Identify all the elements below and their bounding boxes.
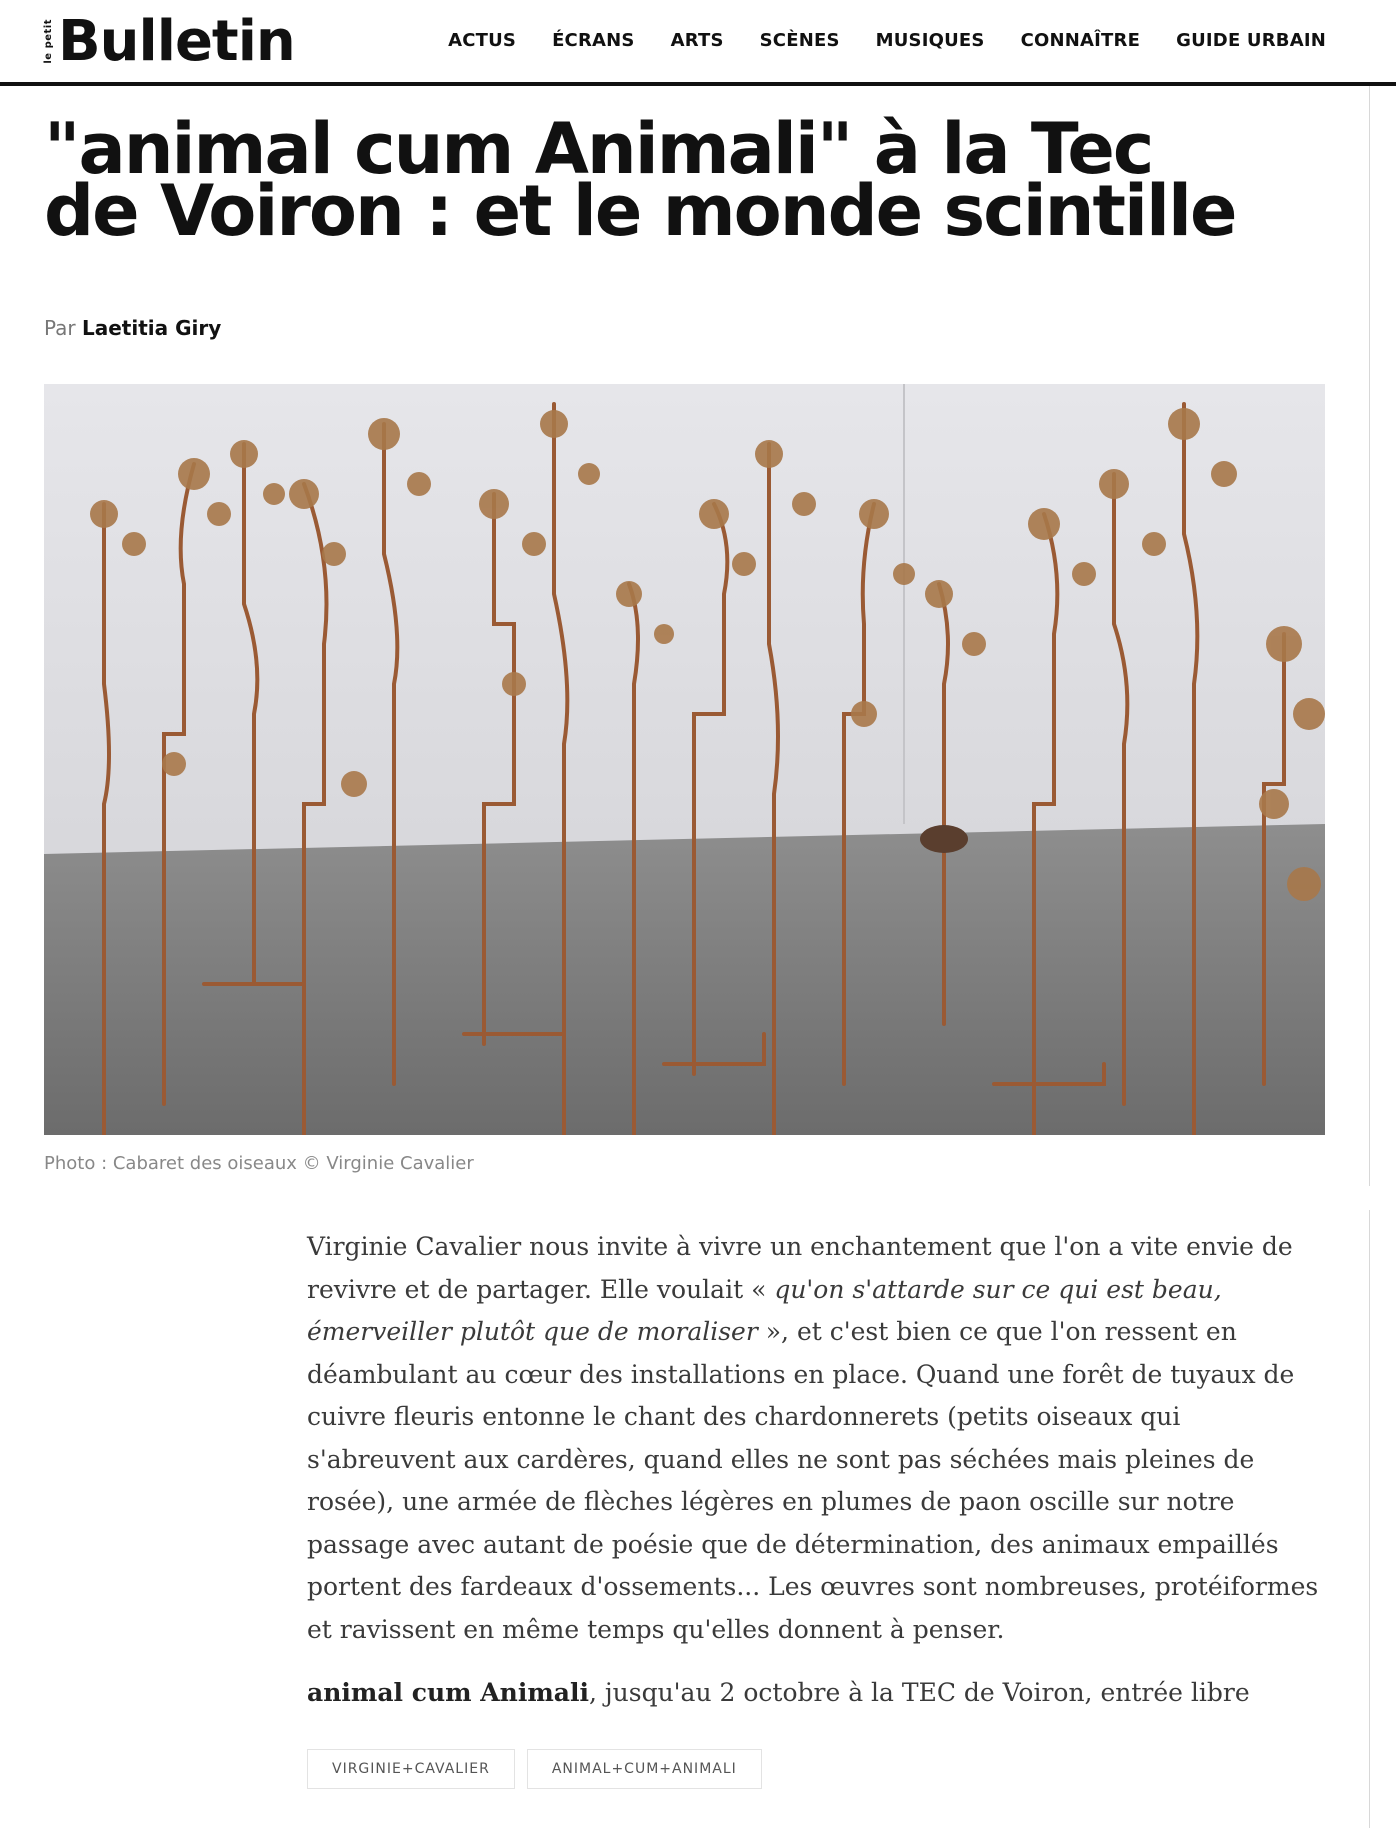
event-details: , jusqu'au 2 octobre à la TEC de Voiron, entrée libre — [589, 1678, 1250, 1707]
nav-item-arts[interactable]: ARTS — [670, 30, 724, 51]
author-link[interactable]: Laetitia Giry — [82, 316, 222, 340]
main-nav — [448, 30, 1326, 51]
gutter-divider — [1369, 1210, 1370, 1828]
site-header — [0, 0, 1396, 86]
nav-item-actus[interactable]: ACTUS — [448, 30, 517, 51]
nav-item-guide-urbain[interactable]: GUIDE URBAIN — [1176, 30, 1326, 51]
nav-item-scenes[interactable]: SCÈNES — [759, 30, 840, 51]
tag-list — [307, 1749, 762, 1789]
logo-main-text: Bulletin — [58, 9, 295, 74]
byline-prefix: Par — [44, 316, 76, 340]
nav-item-connaitre[interactable]: CONNAÎTRE — [1020, 30, 1141, 51]
event-info — [307, 1678, 1250, 1707]
image-caption: Photo : Cabaret des oiseaux © Virginie Cavalier — [44, 1153, 474, 1174]
tag-animal-cum-animali[interactable]: ANIMAL+CUM+ANIMALI — [527, 1749, 762, 1789]
event-name: animal cum Animali — [307, 1678, 589, 1707]
article-title: "animal cum Animali" à la Tec de Voiron : et le monde scintille — [44, 108, 1236, 252]
nav-item-ecrans[interactable]: ÉCRANS — [552, 30, 635, 51]
site-logo[interactable] — [43, 9, 295, 74]
logo-small-text: le petit — [43, 19, 54, 64]
gutter-divider — [1369, 86, 1370, 1186]
article-paragraph — [307, 1226, 1327, 1651]
paragraph-text: Virginie Cavalier nous invite à vivre un enchantement que l'on a vite envie de revivre et de partager. Elle voulait « — [307, 1232, 1293, 1304]
tag-virginie-cavalier[interactable]: VIRGINIE+CAVALIER — [307, 1749, 515, 1789]
installation-photo — [44, 384, 1325, 1135]
paragraph-text: », et c'est bien ce que l'on ressent en déambulant au cœur des installations en place. Quand une forêt de tuyaux de cuivre fleuris entonne le chant des chardonnerets (petits oiseaux qui s'abreuvent aux cardères, quand elles ne sont pas séchées mais pleines de rosée), une armée de flèches légères en plumes de paon oscille sur notre passage avec autant de poésie que de détermination, des animaux empaillés portent des fardeaux d'ossements... Les œuvres sont nombreuses, protéiformes et ravissent en même temps qu'elles donnent à penser. — [307, 1317, 1319, 1644]
paragraph-quote: qu'on s'attarde sur ce qui est beau, émerveiller plutôt que de moraliser — [307, 1274, 1222, 1346]
byline — [44, 316, 221, 340]
nav-item-musiques[interactable]: MUSIQUES — [875, 30, 985, 51]
article-image — [44, 384, 1325, 1135]
